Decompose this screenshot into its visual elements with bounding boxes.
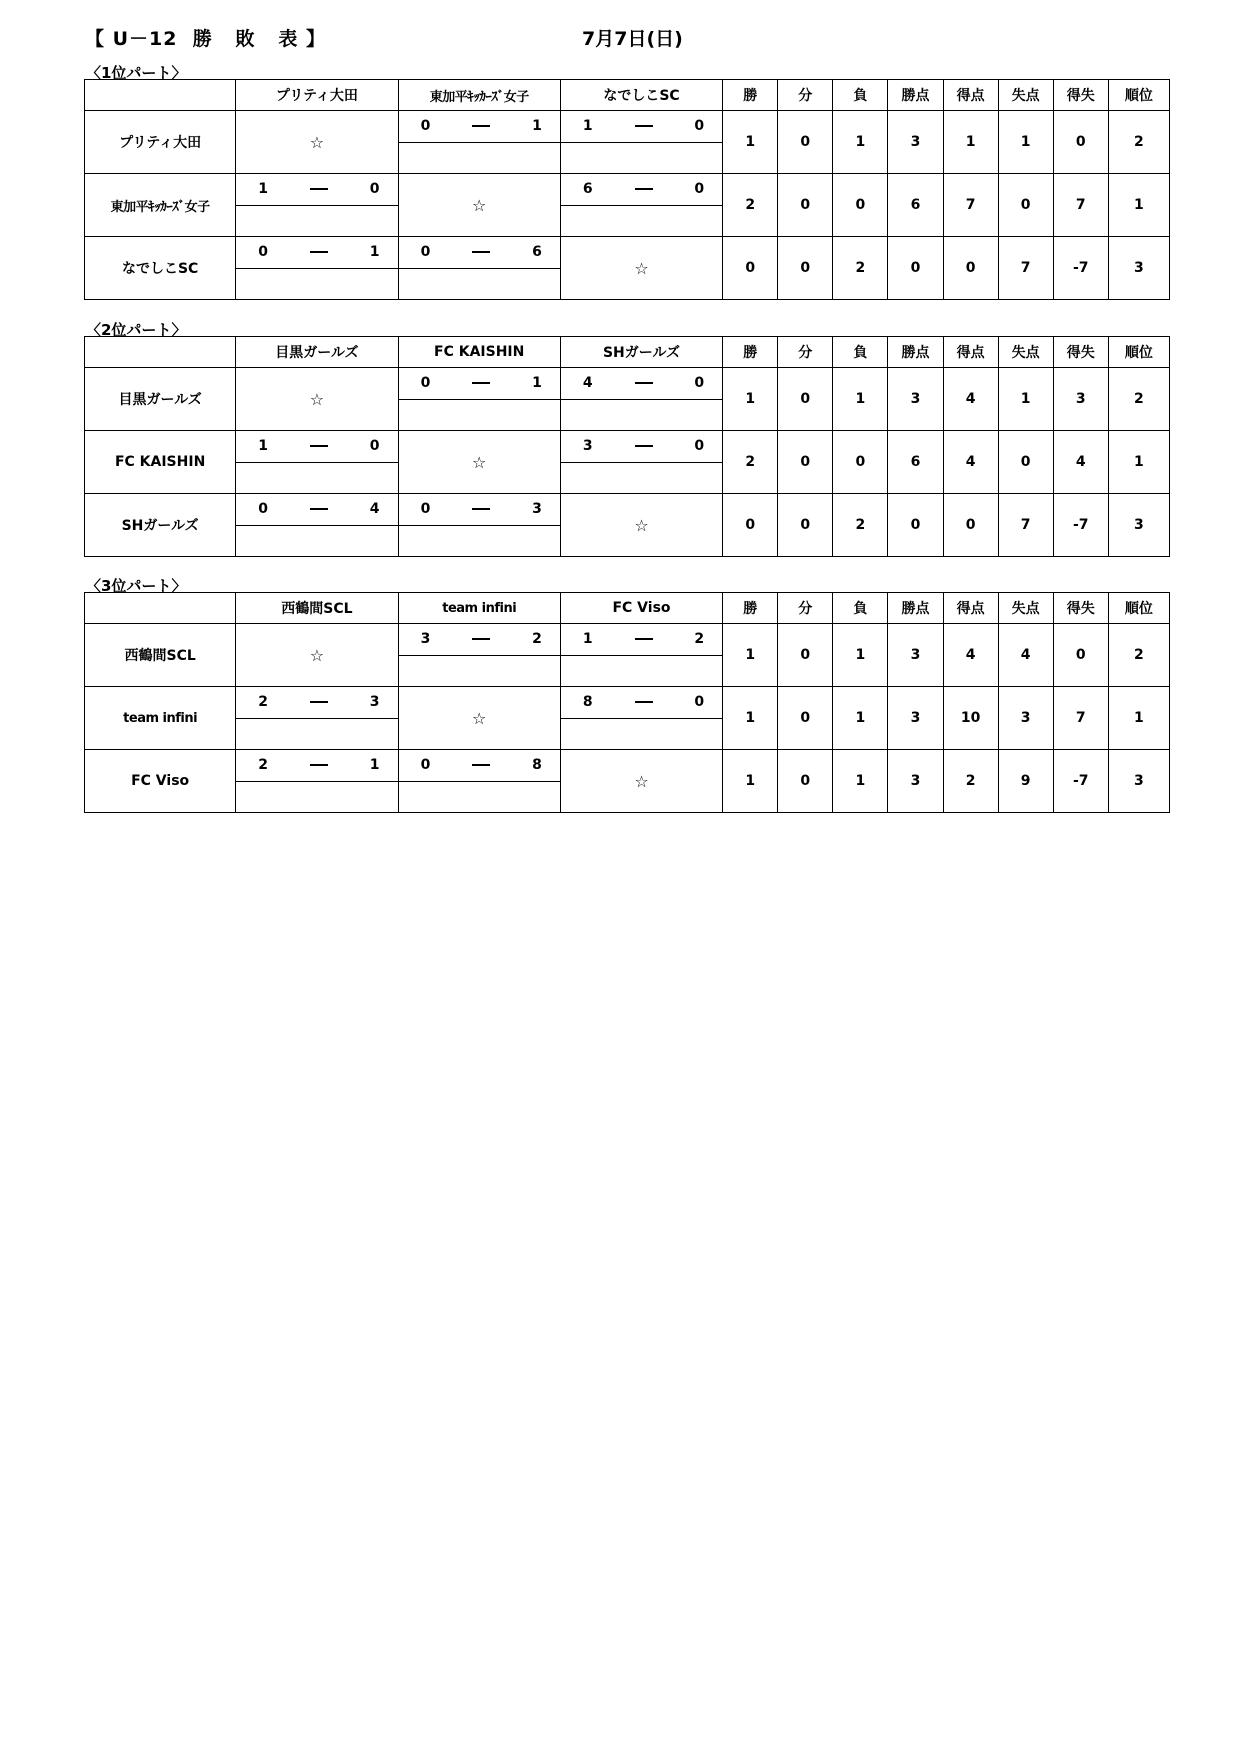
stat-cell: 1	[998, 368, 1053, 431]
score-blank	[236, 526, 397, 557]
column-team-header: なでしこSC	[560, 80, 722, 111]
score-cell	[398, 368, 560, 431]
dash-icon	[635, 445, 653, 447]
dash-icon	[310, 188, 328, 190]
stat-header: 得失	[1053, 593, 1108, 624]
goals-against: 8	[532, 757, 542, 774]
goals-for: 3	[582, 438, 593, 455]
goals-against: 2	[694, 631, 705, 648]
score-box	[236, 431, 397, 493]
stat-cell: 7	[998, 494, 1053, 557]
dash-icon	[310, 764, 328, 766]
stat-cell: 0	[778, 750, 833, 813]
stat-header: 負	[833, 593, 888, 624]
stat-cell: 4	[1053, 431, 1108, 494]
goals-against: 1	[369, 244, 380, 261]
stat-cell: 0	[723, 237, 778, 300]
goals-for: 0	[420, 244, 431, 261]
page-title: 【 U－12 勝 敗 表 】	[85, 28, 327, 50]
score-line	[399, 237, 560, 269]
stat-header: 得点	[943, 337, 998, 368]
stat-header: 失点	[998, 593, 1053, 624]
goals-for: 0	[258, 501, 269, 518]
table-row	[85, 494, 1170, 557]
goals-against: 0	[694, 181, 705, 198]
score-box	[399, 624, 560, 686]
score-box	[236, 494, 397, 556]
stat-header: 勝	[723, 80, 778, 111]
score-cell	[236, 494, 398, 557]
stat-cell: 0	[778, 494, 833, 557]
star-icon: ☆	[634, 771, 649, 791]
stat-cell: 3	[1053, 368, 1108, 431]
self-match-cell	[236, 368, 398, 431]
results-table	[84, 336, 1170, 557]
stat-cell: 0	[723, 494, 778, 557]
star-icon: ☆	[472, 195, 487, 215]
stat-cell: 7	[998, 237, 1053, 300]
stat-header: 勝点	[888, 80, 943, 111]
row-team-name: 目黒ガールズ	[85, 368, 236, 431]
goals-for: 6	[582, 181, 593, 198]
stat-cell: 1	[1108, 174, 1169, 237]
stat-cell: 6	[888, 174, 943, 237]
stat-header: 順位	[1108, 80, 1169, 111]
stat-cell: 2	[1108, 368, 1169, 431]
score-cell	[398, 624, 560, 687]
dash-icon	[472, 382, 490, 384]
score-blank	[399, 656, 560, 687]
score-box	[561, 368, 722, 430]
goals-for: 2	[258, 757, 269, 774]
stat-cell: 7	[1053, 174, 1108, 237]
score-cell	[398, 494, 560, 557]
score-line	[236, 174, 397, 206]
stat-cell: -7	[1053, 494, 1108, 557]
dash-icon	[635, 701, 653, 703]
table-row	[85, 237, 1170, 300]
score-cell	[560, 624, 722, 687]
stat-cell: 0	[778, 687, 833, 750]
stat-cell: 1	[723, 111, 778, 174]
score-cell	[560, 174, 722, 237]
goals-against: 4	[369, 501, 380, 518]
table-row	[85, 431, 1170, 494]
self-match-cell	[398, 174, 560, 237]
goals-against: 1	[369, 757, 380, 774]
corner-cell	[85, 337, 236, 368]
score-cell	[398, 750, 560, 813]
score-box	[399, 368, 560, 430]
goals-against: 0	[369, 438, 380, 455]
star-icon: ☆	[309, 132, 325, 152]
score-line	[399, 750, 560, 782]
score-blank	[561, 719, 722, 750]
column-team-header: SHガールズ	[560, 337, 722, 368]
corner-cell	[85, 593, 236, 624]
score-box	[561, 431, 722, 493]
score-blank	[399, 143, 560, 174]
stat-header: 失点	[998, 337, 1053, 368]
goals-for: 0	[420, 501, 431, 518]
goals-for: 0	[258, 244, 269, 261]
score-cell	[398, 237, 560, 300]
goals-against: 0	[694, 375, 705, 392]
corner-cell	[85, 80, 236, 111]
stat-cell: 1	[833, 687, 888, 750]
header-row	[85, 337, 1170, 368]
star-icon: ☆	[309, 389, 325, 409]
score-blank	[399, 400, 560, 431]
stat-cell: 0	[833, 431, 888, 494]
section-label: 〈2位パート〉	[86, 321, 187, 339]
goals-for: 1	[258, 438, 269, 455]
self-match-cell	[560, 494, 722, 557]
score-cell	[236, 237, 398, 300]
goals-against: 0	[694, 694, 705, 711]
goals-for: 3	[420, 631, 431, 648]
stat-cell: 1	[723, 624, 778, 687]
stat-cell: 1	[998, 111, 1053, 174]
score-cell	[560, 431, 722, 494]
stat-cell: 1	[1108, 431, 1169, 494]
stat-header: 得点	[943, 80, 998, 111]
stat-cell: 1	[833, 624, 888, 687]
stat-header: 得点	[943, 593, 998, 624]
stat-cell: 0	[888, 237, 943, 300]
dash-icon	[472, 764, 490, 766]
results-table	[84, 79, 1170, 300]
score-blank	[236, 719, 397, 750]
dash-icon	[472, 638, 490, 640]
self-match-cell	[398, 431, 560, 494]
stat-cell: 1	[723, 750, 778, 813]
table-row	[85, 750, 1170, 813]
dash-icon	[472, 251, 490, 253]
score-line	[236, 687, 397, 719]
stat-cell: 0	[1053, 624, 1108, 687]
dash-icon	[310, 701, 328, 703]
score-line	[236, 750, 397, 782]
row-team-name: FC Viso	[85, 750, 236, 813]
score-cell	[236, 431, 398, 494]
score-box	[399, 237, 560, 299]
stat-header: 勝	[723, 593, 778, 624]
score-box	[236, 750, 397, 812]
goals-for: 2	[258, 694, 269, 711]
column-team-header: プリティ大田	[236, 80, 398, 111]
score-blank	[399, 782, 560, 813]
goals-against: 0	[369, 181, 380, 198]
score-cell	[560, 111, 722, 174]
stat-header: 分	[778, 80, 833, 111]
stat-cell: 7	[1053, 687, 1108, 750]
dash-icon	[635, 638, 653, 640]
stat-header: 負	[833, 80, 888, 111]
stat-cell: 1	[943, 111, 998, 174]
score-line	[399, 111, 560, 143]
goals-against: 2	[532, 631, 542, 648]
stat-cell: 3	[888, 368, 943, 431]
score-cell	[560, 687, 722, 750]
score-box	[561, 111, 722, 173]
score-blank	[236, 206, 397, 237]
row-team-name: team infini	[85, 687, 236, 750]
stat-cell: 0	[943, 237, 998, 300]
stat-cell: 1	[723, 368, 778, 431]
column-team-header: FC KAISHIN	[398, 337, 560, 368]
score-cell	[560, 368, 722, 431]
score-blank	[236, 269, 397, 300]
stat-cell: 0	[778, 368, 833, 431]
self-match-cell	[560, 750, 722, 813]
section-label: 〈3位パート〉	[86, 577, 187, 595]
stat-cell: 2	[723, 174, 778, 237]
stat-cell: 0	[1053, 111, 1108, 174]
stat-cell: 3	[888, 750, 943, 813]
table-row	[85, 624, 1170, 687]
score-cell	[236, 687, 398, 750]
goals-against: 6	[532, 244, 542, 261]
score-line	[236, 431, 397, 463]
stat-cell: 1	[1108, 687, 1169, 750]
goals-for: 4	[582, 375, 593, 392]
score-blank	[561, 143, 722, 174]
table-row	[85, 111, 1170, 174]
stat-header: 得失	[1053, 80, 1108, 111]
column-team-header: FC Viso	[560, 593, 722, 624]
score-blank	[561, 400, 722, 431]
section-label: 〈1位パート〉	[86, 64, 187, 82]
stat-cell: 6	[888, 431, 943, 494]
star-icon: ☆	[472, 452, 487, 472]
score-box	[561, 624, 722, 686]
row-team-name: FC KAISHIN	[85, 431, 236, 494]
table-row	[85, 174, 1170, 237]
stat-cell: 1	[833, 111, 888, 174]
dash-icon	[635, 125, 653, 127]
dash-icon	[472, 508, 490, 510]
score-line	[399, 624, 560, 656]
row-team-name: 東加平ｷｯｶｰｽﾞ女子	[85, 174, 236, 237]
table-row	[85, 368, 1170, 431]
stat-cell: 0	[888, 494, 943, 557]
stat-cell: 2	[833, 237, 888, 300]
row-team-name: なでしこSC	[85, 237, 236, 300]
score-box	[561, 687, 722, 749]
stat-cell: 1	[833, 750, 888, 813]
stat-header: 勝点	[888, 337, 943, 368]
stat-cell: 4	[943, 431, 998, 494]
stat-cell: 4	[943, 368, 998, 431]
column-team-header: 目黒ガールズ	[236, 337, 398, 368]
column-team-header: 西鶴間SCL	[236, 593, 398, 624]
stat-cell: 4	[943, 624, 998, 687]
header-row	[85, 80, 1170, 111]
stat-cell: -7	[1053, 750, 1108, 813]
stat-header: 順位	[1108, 337, 1169, 368]
score-box	[561, 174, 722, 236]
dash-icon	[635, 382, 653, 384]
column-team-header: team infini	[398, 593, 560, 624]
score-line	[236, 237, 397, 269]
star-icon: ☆	[634, 515, 649, 535]
stat-cell: 0	[778, 624, 833, 687]
stat-cell: 3	[1108, 494, 1169, 557]
stat-cell: 0	[778, 111, 833, 174]
row-team-name: プリティ大田	[85, 111, 236, 174]
score-box	[399, 750, 560, 812]
stat-cell: 3	[1108, 750, 1169, 813]
stat-header: 失点	[998, 80, 1053, 111]
stat-header: 負	[833, 337, 888, 368]
stat-cell: 3	[998, 687, 1053, 750]
score-box	[236, 174, 397, 236]
score-line	[561, 431, 722, 463]
goals-against: 1	[532, 375, 542, 392]
goals-against: 3	[532, 501, 542, 518]
goals-against: 0	[694, 438, 705, 455]
stat-cell: 3	[1108, 237, 1169, 300]
goals-against: 1	[532, 118, 542, 135]
star-icon: ☆	[472, 708, 487, 728]
stat-cell: 1	[723, 687, 778, 750]
score-line	[236, 494, 397, 526]
score-cell	[236, 750, 398, 813]
goals-for: 1	[582, 631, 593, 648]
goals-for: 1	[582, 118, 593, 135]
dash-icon	[310, 251, 328, 253]
stat-cell: 10	[943, 687, 998, 750]
stat-cell: 3	[888, 111, 943, 174]
self-match-cell	[236, 624, 398, 687]
stat-cell: 2	[833, 494, 888, 557]
dash-icon	[635, 188, 653, 190]
stat-cell: 0	[778, 174, 833, 237]
score-cell	[236, 174, 398, 237]
stat-cell: 3	[888, 624, 943, 687]
score-blank	[236, 463, 397, 494]
score-box	[236, 237, 397, 299]
stat-header: 分	[778, 337, 833, 368]
header-row	[85, 593, 1170, 624]
score-line	[399, 368, 560, 400]
goals-against: 3	[369, 694, 380, 711]
score-box	[399, 494, 560, 556]
stat-cell: 2	[723, 431, 778, 494]
stat-cell: -7	[1053, 237, 1108, 300]
stat-header: 分	[778, 593, 833, 624]
stat-cell: 4	[998, 624, 1053, 687]
score-line	[399, 494, 560, 526]
dash-icon	[310, 508, 328, 510]
stat-cell: 3	[888, 687, 943, 750]
column-team-header: 東加平ｷｯｶｰｽﾞ女子	[398, 80, 560, 111]
stat-header: 勝点	[888, 593, 943, 624]
score-line	[561, 687, 722, 719]
score-blank	[561, 463, 722, 494]
self-match-cell	[398, 687, 560, 750]
stat-cell: 2	[1108, 624, 1169, 687]
star-icon: ☆	[634, 258, 649, 278]
stat-cell: 2	[943, 750, 998, 813]
table-row	[85, 687, 1170, 750]
dash-icon	[472, 125, 490, 127]
goals-for: 0	[420, 118, 431, 135]
score-blank	[561, 206, 722, 237]
goals-for: 0	[420, 375, 431, 392]
stat-cell: 0	[943, 494, 998, 557]
results-table	[84, 592, 1170, 813]
goals-for: 1	[258, 181, 269, 198]
score-line	[561, 624, 722, 656]
row-team-name: 西鶴間SCL	[85, 624, 236, 687]
row-team-name: SHガールズ	[85, 494, 236, 557]
stat-cell: 0	[998, 431, 1053, 494]
score-line	[561, 368, 722, 400]
stat-cell: 2	[1108, 111, 1169, 174]
stat-header: 得失	[1053, 337, 1108, 368]
stat-header: 勝	[723, 337, 778, 368]
stat-cell: 0	[778, 431, 833, 494]
stat-cell: 0	[998, 174, 1053, 237]
score-blank	[399, 526, 560, 557]
goals-for: 0	[420, 757, 431, 774]
stat-cell: 7	[943, 174, 998, 237]
stat-cell: 0	[833, 174, 888, 237]
score-blank	[561, 656, 722, 687]
score-line	[561, 111, 722, 143]
score-blank	[399, 269, 560, 300]
stat-cell: 1	[833, 368, 888, 431]
goals-against: 0	[694, 118, 705, 135]
score-blank	[236, 782, 397, 813]
stat-header: 順位	[1108, 593, 1169, 624]
self-match-cell	[560, 237, 722, 300]
stat-cell: 9	[998, 750, 1053, 813]
page-date: 7月7日(日)	[582, 28, 683, 50]
score-box	[399, 111, 560, 173]
goals-for: 8	[582, 694, 593, 711]
self-match-cell	[236, 111, 398, 174]
dash-icon	[310, 445, 328, 447]
star-icon: ☆	[309, 645, 325, 665]
score-line	[561, 174, 722, 206]
score-cell	[398, 111, 560, 174]
score-box	[236, 687, 397, 749]
stat-cell: 0	[778, 237, 833, 300]
